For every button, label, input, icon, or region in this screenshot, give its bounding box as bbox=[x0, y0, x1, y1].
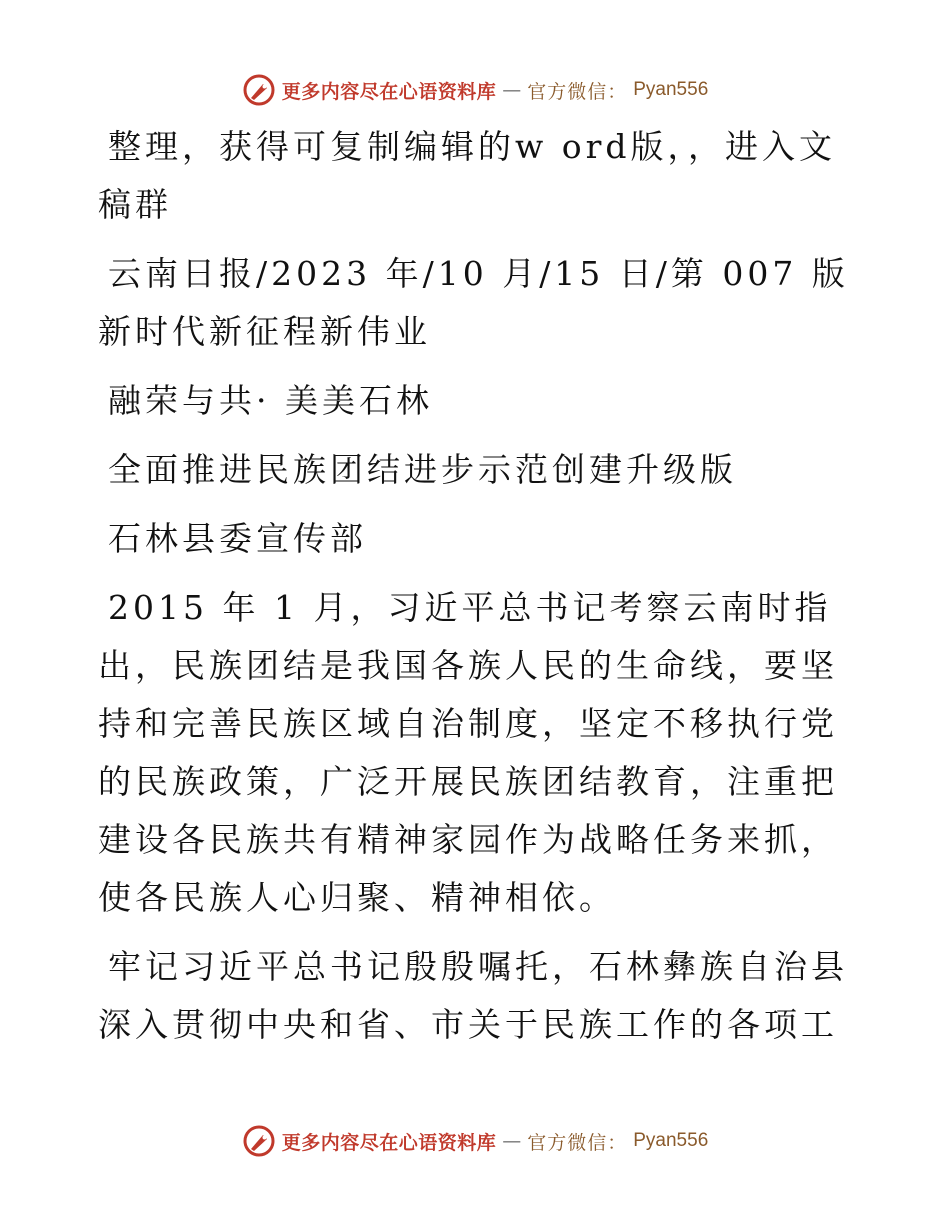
watermark-banner-bottom bbox=[0, 1121, 950, 1161]
paragraph-author: 石林县委宣传部 bbox=[108, 519, 367, 558]
paragraph-subtitle: 全面推进民族团结进步示范创建升级版 bbox=[108, 450, 737, 489]
watermark-separator: — bbox=[502, 1130, 522, 1152]
watermark-separator: — bbox=[502, 79, 522, 101]
watermark-text: 更多内容尽在心语资料库 bbox=[281, 80, 497, 103]
paragraph-body-1: 2015 年 1 月，习近平总书记考察云南时指出，民族团结是我国各族人民的生命线，要坚持和完善民族区域自治制度，坚定不移执行党的民族政策，广泛开展民族团结教育，注重把建设各民族共有精神家园作为战略任务来抓，使各民族人心归聚、精神相依。 bbox=[98, 588, 838, 917]
pen-nib-logo-icon bbox=[242, 73, 276, 107]
watermark-wechat-label: 官方微信： bbox=[527, 1131, 628, 1154]
watermark-banner-top bbox=[0, 70, 950, 110]
paragraph-title: 融荣与共· 美美石林 bbox=[108, 381, 433, 420]
paragraph-intro: 整理，获得可复制编辑的w ord版，，进入文稿群 bbox=[98, 127, 837, 224]
paragraph-body-2: 牢记习近平总书记殷殷嘱托，石林彝族自治县深入贯彻中央和省、市关于民族工作的各项工 bbox=[98, 947, 848, 1044]
watermark-text: 更多内容尽在心语资料库 bbox=[281, 1131, 497, 1154]
watermark-wechat-id: Pyan556 bbox=[633, 1130, 709, 1151]
watermark-wechat-label: 官方微信： bbox=[527, 80, 628, 103]
paragraph-source: 云南日报/2023 年/10 月/15 日/第 007 版新时代新征程新伟业 bbox=[98, 254, 849, 351]
pen-nib-logo-icon bbox=[242, 1124, 276, 1158]
watermark-wechat-id: Pyan556 bbox=[633, 79, 709, 100]
document-body bbox=[98, 118, 858, 1065]
